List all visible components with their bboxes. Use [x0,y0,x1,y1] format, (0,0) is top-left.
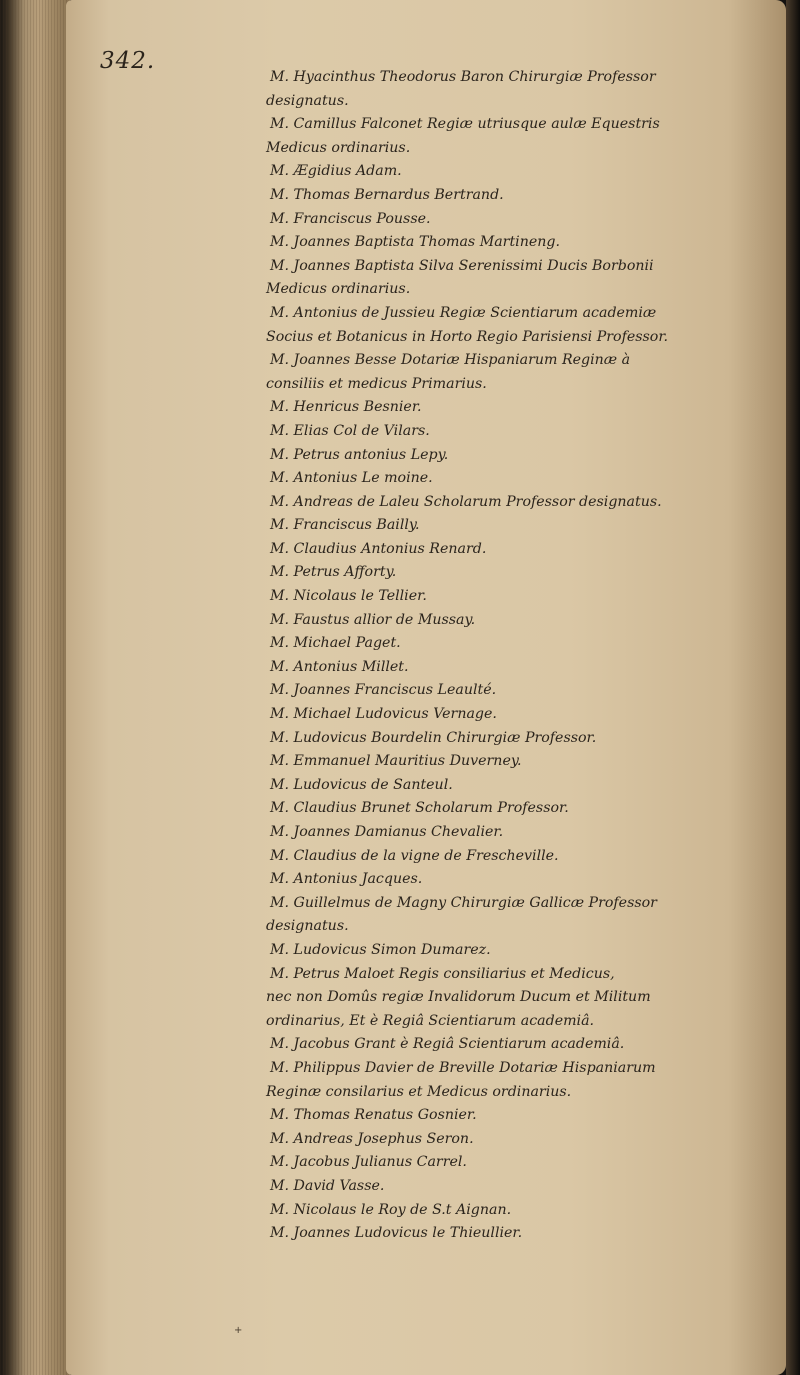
entry-line: M. Joannes Baptista Thomas Martineng. [270,234,560,251]
book-gutter-shadow [786,0,800,1375]
entry-continuation-line: Medicus ordinarius. [266,281,411,298]
entry-line: M. Claudius de la vigne de Frescheville. [270,847,559,864]
entry-line: M. Ludovicus de Santeul. [270,776,453,793]
entry-line: M. Faustus allior de Mussay. [270,611,476,628]
entry-line: M. Claudius Brunet Scholarum Professor. [270,800,569,817]
entry-line: M. Franciscus Pousse. [270,210,431,227]
entry-line: M. Petrus Afforty. [270,564,397,581]
entry-line: M. Joannes Ludovicus le Thieullier. [270,1225,523,1242]
entry-line: M. Andreas Josephus Seron. [270,1130,474,1147]
entry-line: M. Antonius Jacques. [270,871,423,888]
entry-line: M. Michael Ludovicus Vernage. [270,706,497,723]
entry-line: M. Joannes Besse Dotariæ Hispaniarum Reginæ à [270,352,631,369]
entry-continuation-line: designatus. [266,918,349,935]
entry-line: M. Jacobus Grant è Regiâ Scientiarum academiâ. [270,1036,625,1053]
entry-line: M. Ludovicus Simon Dumarez. [270,941,491,958]
entry-line: M. Petrus Maloet Regis consiliarius et Medicus, [270,965,615,982]
entry-line: M. Ægidius Adam. [270,163,402,180]
entry-line: M. Elias Col de Vilars. [270,422,430,439]
entry-line: M. Andreas de Laleu Scholarum Professor designatus. [270,493,662,510]
entry-line: M. Henricus Besnier. [270,399,422,416]
entry-line: M. Camillus Falconet Regiæ utriusque aulæ Equestris [270,116,660,133]
entry-line: M. Thomas Renatus Gosnier. [270,1107,477,1124]
entry-line: M. Nicolaus le Tellier. [270,588,427,605]
book-page-edges [0,0,70,1375]
name-list [266,66,730,1246]
entry-continuation-line: nec non Domûs regiæ Invalidorum Ducum et Militum [266,989,651,1006]
entry-continuation-line: Medicus ordinarius. [266,139,411,156]
entry-line: M. Thomas Bernardus Bertrand. [270,186,504,203]
entry-continuation-line: Socius et Botanicus in Horto Regio Parisiensi Professor. [266,328,669,345]
entry-line: M. Antonius Millet. [270,658,409,675]
entry-continuation-line: ordinarius, Et è Regiâ Scientiarum academiâ. [266,1012,595,1029]
entry-line: M. David Vasse. [270,1177,385,1194]
entry-continuation-line: Reginæ consilarius et Medicus ordinarius. [266,1083,572,1100]
entry-line: M. Emmanuel Mauritius Duverney. [270,753,522,770]
page-number: 342. [100,48,156,74]
entry-line: M. Claudius Antonius Renard. [270,540,487,557]
entry-line: M. Antonius de Jussieu Regiæ Scientiarum academiæ [270,304,657,321]
entry-line: M. Joannes Damianus Chevalier. [270,824,504,840]
entry-line: M. Joannes Franciscus Leaulté. [270,682,497,699]
entry-line: M. Jacobus Julianus Carrel. [270,1154,467,1171]
ink-mark: + [234,1325,243,1336]
entry-line: M. Franciscus Bailly. [270,517,420,534]
entry-continuation-line: designatus. [266,92,349,109]
entry-line: M. Philippus Davier de Breville Dotariæ Hispaniarum [270,1059,656,1076]
entry-line: M. Antonius Le moine. [270,470,433,487]
entry-line: M. Ludovicus Bourdelin Chirurgiæ Professor. [270,729,597,746]
entry-line: M. Joannes Baptista Silva Serenissimi Ducis Borbonii [270,257,654,274]
entry-line: M. Guillelmus de Magny Chirurgiæ Gallicæ Professor [270,894,657,911]
entry-line: M. Hyacinthus Theodorus Baron Chirurgiæ Professor [270,69,656,85]
entry-line: M. Petrus antonius Lepy. [270,446,449,463]
entry-line: M. Michael Paget. [270,635,401,652]
entry-line: M. Nicolaus le Roy de S.t Aignan. [270,1201,512,1218]
entry-continuation-line: consiliis et medicus Primarius. [266,375,487,392]
